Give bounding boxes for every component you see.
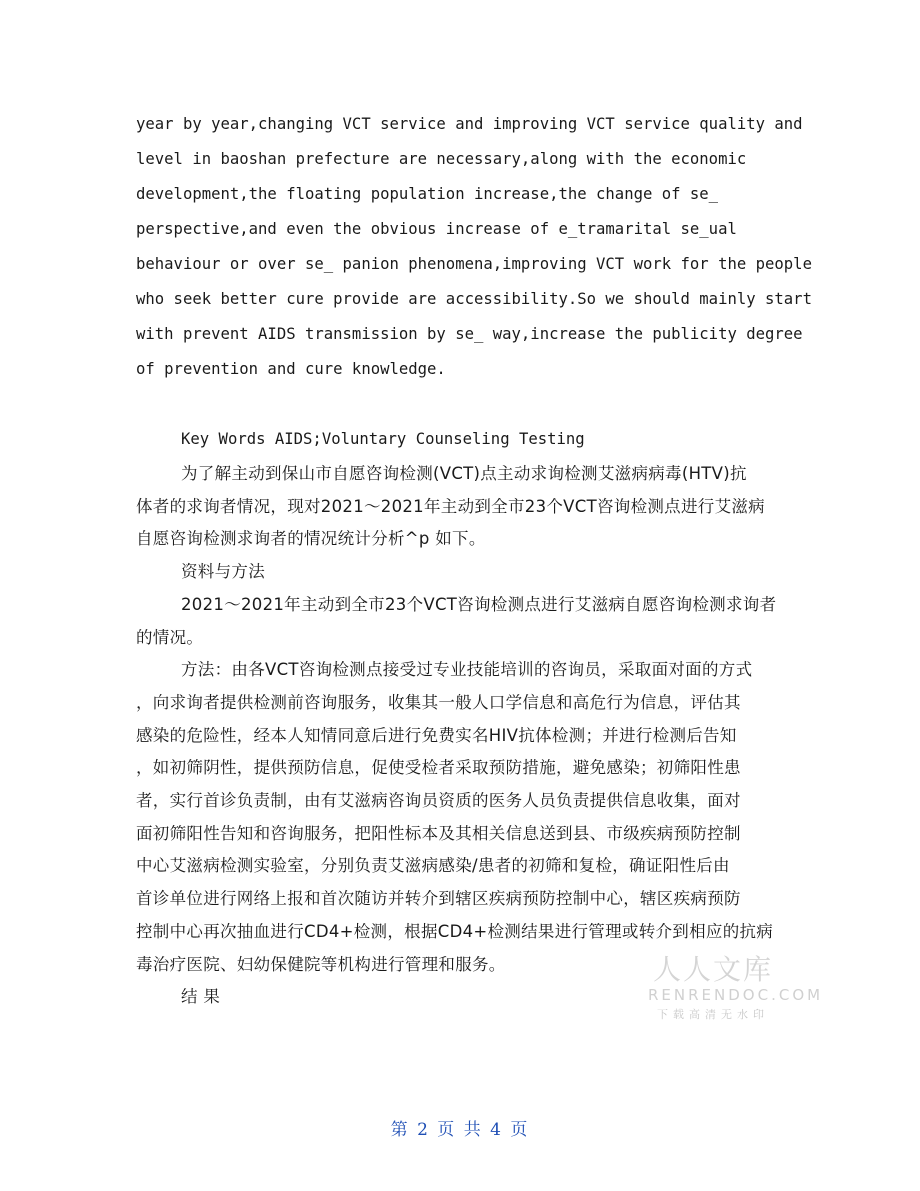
abstract-line: behaviour or over se_ panion phenomena,improving VCT work for the people <box>136 255 812 273</box>
abstract-line: perspective,and even the obvious increase of e_tramarital se_ual <box>136 220 737 238</box>
body-line: 为了解主动到保山市自愿咨询检测(VCT)点主动求询检测艾滋病病毒(HTV)抗 <box>181 464 747 483</box>
body-line: ，如初筛阴性，提供预防信息，促使受检者采取预防措施，避免感染；初筛阳性患 <box>136 758 741 778</box>
body-line: 资料与方法 <box>181 562 265 582</box>
watermark-site: RENRENDOC.COM <box>648 986 824 1004</box>
abstract-line: year by year,changing VCT service and improving VCT service quality and <box>136 115 803 133</box>
body-line: ，向求询者提供检测前咨询服务，收集其一般人口学信息和高危行为信息，评估其 <box>136 692 741 712</box>
watermark <box>648 948 824 1022</box>
abstract-line: who seek better cure provide are accessibility.So we should mainly start <box>136 290 812 308</box>
body-line: 自愿咨询检测求询者的情况统计分析^p 如下。 <box>136 529 486 549</box>
watermark-logo: 人人文库 <box>652 953 773 986</box>
body-line: 结 果 <box>181 987 221 1007</box>
body-line: 者，实行首诊负责制，由有艾滋病咨询员资质的医务人员负责提供信息收集，面对 <box>136 791 741 810</box>
abstract-line: with prevent AIDS transmission by se_ way,increase the publicity degree <box>136 325 803 343</box>
abstract-line: of prevention and cure knowledge. <box>136 360 446 378</box>
body-line: 控制中心再次抽血进行CD4+检测，根据CD4+检测结果进行管理或转介到相应的抗病 <box>136 921 774 941</box>
body-line: 中心艾滋病检测实验室，分别负责艾滋病感染/患者的初筛和复检，确证阳性后由 <box>136 856 730 876</box>
body-line: 方法：由各VCT咨询检测点接受过专业技能培训的咨询员，采取面对面的方式 <box>181 660 753 680</box>
page-footer: 第 2 页 共 4 页 <box>390 1120 530 1140</box>
body-line: 体者的求询者情况，现对2021～2021年主动到全市23个VCT咨询检测点进行艾滋病 <box>136 496 765 516</box>
body-line: 首诊单位进行网络上报和首次随访并转介到辖区疾病预防控制中心，辖区疾病预防 <box>136 889 741 909</box>
abstract-line: level in baoshan prefecture are necessary,along with the economic <box>136 150 747 168</box>
body-line: 的情况。 <box>136 627 204 647</box>
keywords-line: Key Words AIDS;Voluntary Counseling Testing <box>181 430 585 448</box>
body-line: 毒治疗医院、妇幼保健院等机构进行管理和服务。 <box>136 954 506 974</box>
body-line: 2021～2021年主动到全市23个VCT咨询检测点进行艾滋病自愿咨询检测求询者 <box>181 594 777 614</box>
abstract-line: development,the floating population increase,the change of se_ <box>136 185 719 203</box>
watermark-tagline: 下载高清无水印 <box>657 1008 769 1021</box>
body-line: 面初筛阳性告知和咨询服务，把阳性标本及其相关信息送到县、市级疾病预防控制 <box>136 823 741 843</box>
body-line: 感染的危险性，经本人知情同意后进行免费实名HIV抗体检测；并进行检测后告知 <box>136 725 737 745</box>
